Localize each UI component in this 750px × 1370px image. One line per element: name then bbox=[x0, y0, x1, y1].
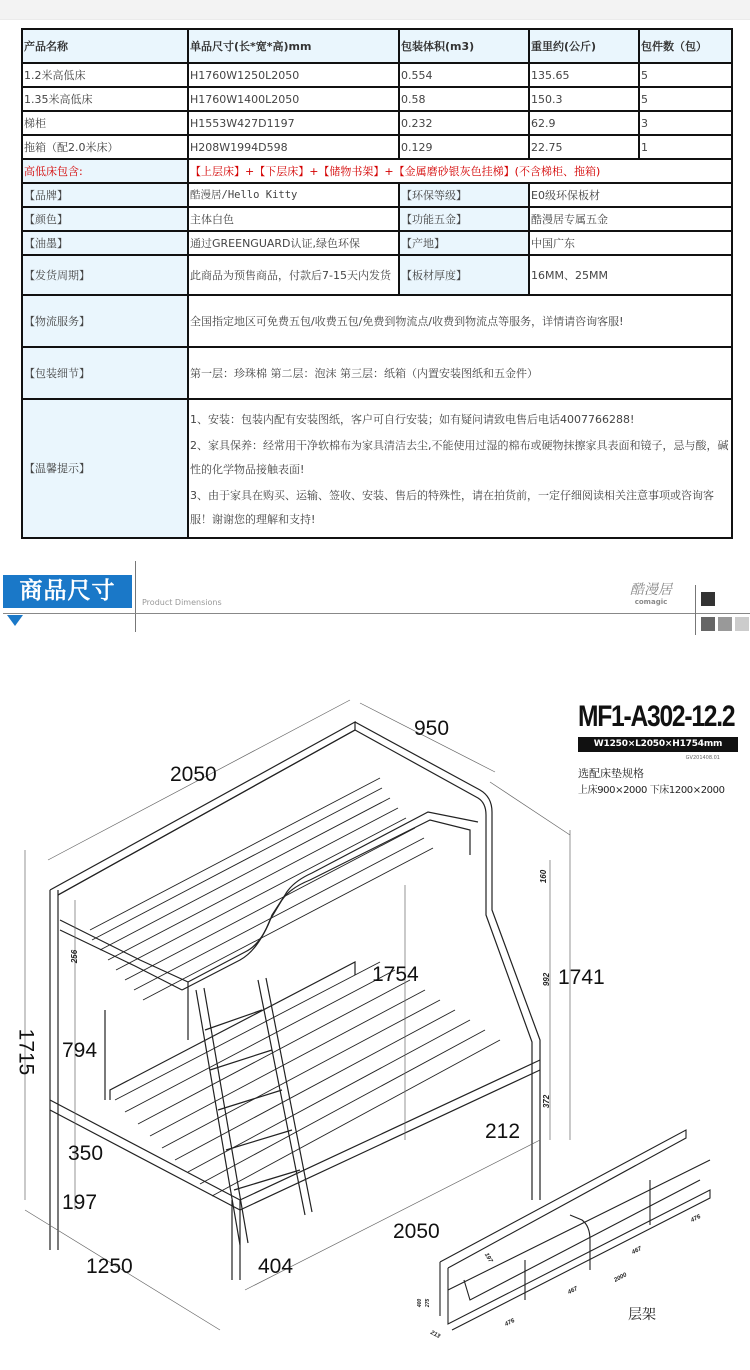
dim-top-length: 2050 bbox=[170, 763, 217, 786]
shelf-dim: 2000 bbox=[613, 1272, 628, 1284]
product-packages: 5 bbox=[639, 87, 732, 111]
product-volume: 0.232 bbox=[399, 111, 529, 135]
delivery-label: 【发货周期】 bbox=[22, 255, 188, 295]
dim-left-height: 1715 bbox=[14, 1028, 38, 1076]
includes-label: 高低床包含: bbox=[22, 159, 188, 183]
includes-value: 【上层床】+【下层床】+【储物书架】+【金属磨砂银灰色挂梯】(不含梯柜、拖箱) bbox=[188, 159, 732, 183]
product-size: H1760W1400L2050 bbox=[188, 87, 399, 111]
dim-rail-height: 212 bbox=[485, 1120, 521, 1143]
attribute-row bbox=[22, 183, 732, 207]
thickness-label: 【板材厚度】 bbox=[399, 255, 529, 295]
dim-upper-guard: 256 bbox=[70, 949, 80, 964]
notes-item: 1、安装：包装内配有安装图纸，客户可自行安装；如有疑问请致电售后电话4007766288! bbox=[190, 412, 635, 426]
notes-item: 2、家具保养：经常用干净软棉布为家具清洁去尘,不能使用过湿的棉布或硬物抹擦家具表面和镜子，忌与酸，碱性的化学物品接触表面! bbox=[190, 438, 729, 476]
header-weight: 重里约(公斤) bbox=[529, 29, 639, 63]
table-row bbox=[22, 63, 732, 87]
product-size: H208W1994D598 bbox=[188, 135, 399, 159]
model-code: GV201408.01 bbox=[685, 755, 720, 761]
logistics-value: 全国指定地区可免费五包/收费五包/免费到物流点/收费到物流点等服务，详情请咨询客服! bbox=[188, 295, 732, 347]
logistics-row bbox=[22, 295, 732, 347]
product-packages: 3 bbox=[639, 111, 732, 135]
shelf-dim: 476 bbox=[504, 1318, 516, 1328]
ink-label: 【油墨】 bbox=[22, 231, 188, 255]
triangle-down-icon bbox=[7, 615, 23, 626]
brand-label: 【品牌】 bbox=[22, 183, 188, 207]
product-packages: 1 bbox=[639, 135, 732, 159]
dim-left-upper: 794 bbox=[62, 1039, 98, 1062]
header-size: 单品尺寸(长*宽*高)mm bbox=[188, 29, 399, 63]
logistics-label: 【物流服务】 bbox=[22, 295, 188, 347]
dim-right-top: 160 bbox=[539, 869, 549, 884]
dim-right-mid: 992 bbox=[542, 972, 552, 987]
product-size: H1760W1250L2050 bbox=[188, 63, 399, 87]
header-volume: 包装体积(m3) bbox=[399, 29, 529, 63]
shelf-dim: 467 bbox=[631, 1246, 643, 1256]
header-packages: 包件数（包） bbox=[639, 29, 732, 63]
packing-value: 第一层：珍珠棉 第二层：泡沫 第三层：纸箱（内置安装图纸和五金件） bbox=[188, 347, 732, 399]
mattress-spec: 上床900×2000 下床1200×2000 bbox=[578, 785, 725, 796]
product-volume: 0.129 bbox=[399, 135, 529, 159]
eco-level-label: 【环保等级】 bbox=[399, 183, 529, 207]
mattress-title: 选配床垫规格 bbox=[578, 767, 644, 780]
attribute-row bbox=[22, 231, 732, 255]
table-row bbox=[22, 87, 732, 111]
notes-value bbox=[188, 399, 732, 538]
packing-label: 【包装细节】 bbox=[22, 347, 188, 399]
product-weight: 22.75 bbox=[529, 135, 639, 159]
product-weight: 135.65 bbox=[529, 63, 639, 87]
header-product-name: 产品名称 bbox=[22, 29, 188, 63]
shelf-dim: 400 bbox=[417, 1298, 424, 1308]
shelf-dim: 467 bbox=[567, 1286, 579, 1296]
eco-level-value: E0级环保板材 bbox=[529, 183, 732, 207]
model-dimensions: W1250×L2050×H1754mm bbox=[578, 737, 738, 752]
origin-value: 中国广东 bbox=[529, 231, 732, 255]
color-square bbox=[735, 617, 749, 631]
brand-value: 酷漫居/Hello Kitty bbox=[188, 183, 399, 207]
color-square bbox=[701, 617, 715, 631]
top-strip bbox=[0, 0, 750, 20]
product-volume: 0.58 bbox=[399, 87, 529, 111]
product-name: 1.35米高低床 bbox=[22, 87, 188, 111]
product-weight: 62.9 bbox=[529, 111, 639, 135]
product-weight: 150.3 bbox=[529, 87, 639, 111]
product-name: 1.2米高低床 bbox=[22, 63, 188, 87]
delivery-value: 此商品为预售商品，付款后7-15天内发货 bbox=[188, 255, 399, 295]
section-title: 商品尺寸 bbox=[3, 575, 132, 608]
product-packages: 5 bbox=[639, 63, 732, 87]
dim-center-height: 1754 bbox=[372, 963, 419, 986]
product-volume: 0.554 bbox=[399, 63, 529, 87]
attribute-row bbox=[22, 255, 732, 295]
model-number: MF1-A302-12.2 bbox=[578, 700, 735, 733]
hardware-value: 酷漫居专属五金 bbox=[529, 207, 732, 231]
notes-label: 【温馨提示】 bbox=[22, 399, 188, 538]
section-subtitle: Product Dimensions bbox=[142, 598, 222, 607]
dim-right-low: 372 bbox=[542, 1094, 552, 1109]
table-row bbox=[22, 135, 732, 159]
dim-bottom-length: 2050 bbox=[393, 1220, 440, 1243]
color-value: 主体白色 bbox=[188, 207, 399, 231]
divider bbox=[3, 613, 750, 614]
dim-right-height: 1741 bbox=[558, 966, 605, 989]
spec-table bbox=[21, 28, 733, 539]
notes-item: 3、由于家具在购买、运输、签收、安装、售后的特殊性，请在拍货前，一定仔细阅读相关注意事项或咨询客服！谢谢您的理解和支持! bbox=[190, 488, 714, 526]
shelf-dim: 476 bbox=[690, 1214, 702, 1224]
shelf-dim: 213 bbox=[429, 1330, 441, 1340]
divider bbox=[135, 561, 136, 632]
shelf-label: 层架 bbox=[628, 1307, 656, 1323]
dim-left-lower: 350 bbox=[68, 1142, 104, 1165]
shelf-dim: 197 bbox=[482, 1252, 494, 1264]
brand-name-cn: 酷漫居 bbox=[630, 582, 672, 598]
origin-label: 【产地】 bbox=[399, 231, 529, 255]
product-name: 梯柜 bbox=[22, 111, 188, 135]
color-square bbox=[701, 592, 715, 606]
dim-top-width: 950 bbox=[414, 717, 450, 740]
shelf-dim: 275 bbox=[425, 1298, 432, 1308]
table-row bbox=[22, 111, 732, 135]
section-header bbox=[0, 555, 750, 635]
divider bbox=[695, 585, 696, 635]
brand-name-en: comagic bbox=[634, 598, 668, 606]
thickness-value: 16MM、25MM bbox=[529, 255, 732, 295]
includes-row bbox=[22, 159, 732, 183]
spec-table-header bbox=[22, 29, 732, 63]
product-size: H1553W427D1197 bbox=[188, 111, 399, 135]
product-name: 拖箱（配2.0米床） bbox=[22, 135, 188, 159]
color-label: 【颜色】 bbox=[22, 207, 188, 231]
dim-bottom-width: 1250 bbox=[86, 1255, 133, 1278]
ink-value: 通过GREENGUARD认证,绿色环保 bbox=[188, 231, 399, 255]
packing-row bbox=[22, 347, 732, 399]
hardware-label: 【功能五金】 bbox=[399, 207, 529, 231]
brand-logo bbox=[630, 583, 672, 607]
notes-row bbox=[22, 399, 732, 538]
dim-ladder-offset: 404 bbox=[258, 1255, 294, 1278]
dim-leg: 197 bbox=[62, 1191, 98, 1214]
attribute-row bbox=[22, 207, 732, 231]
color-square bbox=[718, 617, 732, 631]
